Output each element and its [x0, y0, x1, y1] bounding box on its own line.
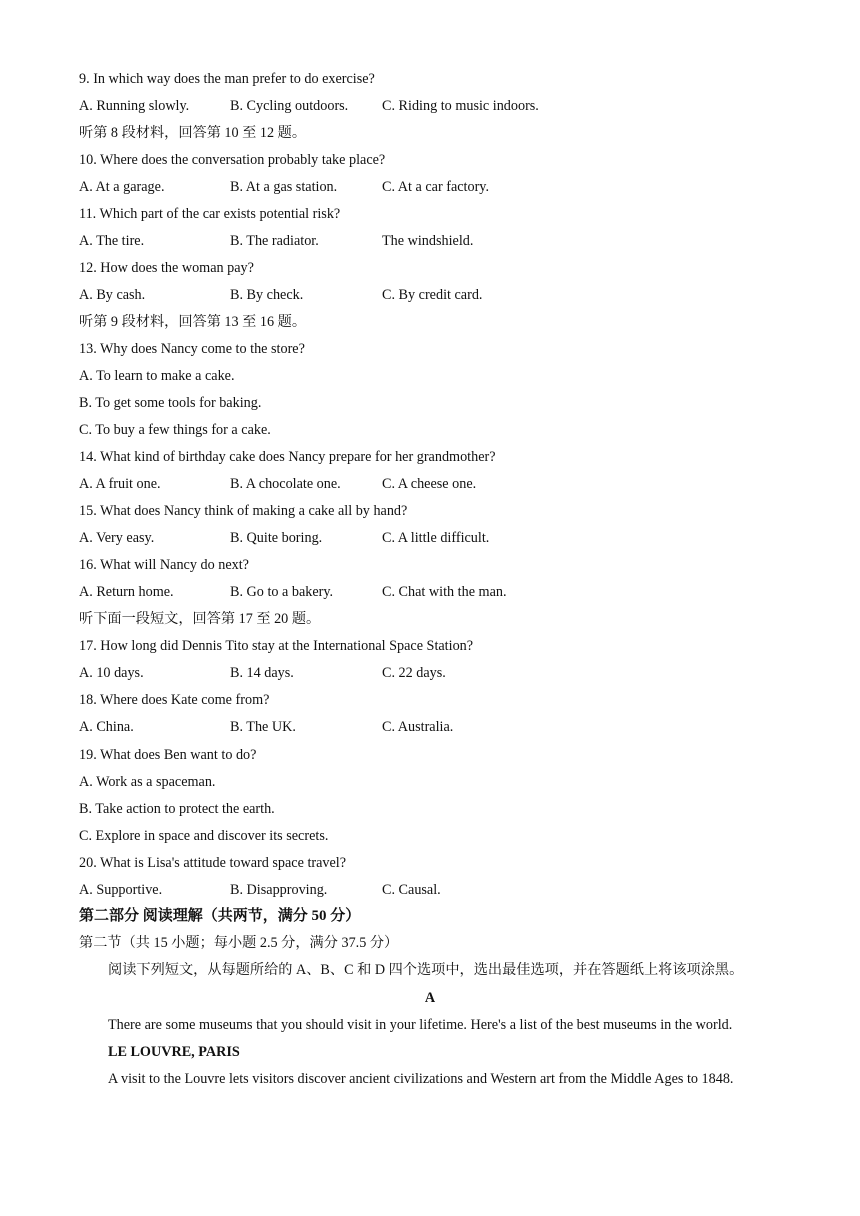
question-9: 9. In which way does the man prefer to do exercise? — [79, 71, 375, 87]
option-b: B. Quite boring. — [230, 530, 323, 546]
option-b: B. Go to a bakery. — [230, 584, 334, 600]
museum-heading: LE LOUVRE, PARIS — [108, 1044, 240, 1060]
question-15: 15. What does Nancy think of making a cake all by hand? — [79, 503, 408, 519]
option-c: C. 22 days. — [382, 665, 446, 681]
option-b: B. Cycling outdoors. — [230, 98, 349, 114]
option-a: A. At a garage. — [79, 179, 165, 195]
question-12: 12. How does the woman pay? — [79, 260, 254, 276]
option-a: A. Work as a spaceman. — [79, 774, 216, 790]
option-b: B. To get some tools for baking. — [79, 395, 262, 411]
option-b: B. At a gas station. — [230, 179, 338, 195]
option-b: B. The radiator. — [230, 233, 319, 249]
option-a: A. 10 days. — [79, 665, 144, 681]
option-b: B. The UK. — [230, 719, 296, 735]
question-14: 14. What kind of birthday cake does Nancy prepare for her grandmother? — [79, 449, 496, 465]
option-a: A. Return home. — [79, 584, 174, 600]
option-c: C. Causal. — [382, 882, 441, 898]
option-a: A. Supportive. — [79, 882, 163, 898]
option-a: A. The tire. — [79, 233, 145, 249]
option-c: C. A cheese one. — [382, 476, 477, 492]
option-a: A. A fruit one. — [79, 476, 161, 492]
option-c: C. Chat with the man. — [382, 584, 507, 600]
reading-directions: 阅读下列短文，从每题所给的 A、B、C 和 D 四个选项中，选出最佳选项，并在答题纸上将该项涂黑。 — [108, 962, 744, 978]
option-b: B. Disapproving. — [230, 882, 328, 898]
option-c: C. A little difficult. — [382, 530, 490, 546]
passage-intro: There are some museums that you should visit in your lifetime. Here's a list of the best museums in the world. — [108, 1017, 733, 1033]
option-a: A. By cash. — [79, 287, 146, 303]
option-b: B. Take action to protect the earth. — [79, 801, 275, 817]
option-a: A. Very easy. — [79, 530, 155, 546]
part-2-title: 第二部分 阅读理解（共两节，满分 50 分） — [79, 908, 361, 924]
museum-paragraph: A visit to the Louvre lets visitors discover ancient civilizations and Western art from the Middle Ages to 1848. — [108, 1071, 734, 1087]
option-c: C. Riding to music indoors. — [382, 98, 539, 114]
question-13: 13. Why does Nancy come to the store? — [79, 341, 305, 357]
option-b: B. 14 days. — [230, 665, 294, 681]
option-c: The windshield. — [382, 233, 474, 249]
option-c: C. Explore in space and discover its secrets. — [79, 828, 329, 844]
option-a: A. China. — [79, 719, 134, 735]
passage-label: A — [424, 990, 436, 1006]
option-b: B. A chocolate one. — [230, 476, 341, 492]
question-17: 17. How long did Dennis Tito stay at the International Space Station? — [79, 638, 474, 654]
question-11: 11. Which part of the car exists potential risk? — [79, 206, 341, 222]
instruction-passage-8: 听第 8 段材料，回答第 10 至 12 题。 — [79, 125, 307, 141]
option-a: A. To learn to make a cake. — [79, 368, 235, 384]
question-20: 20. What is Lisa's attitude toward space travel? — [79, 855, 347, 871]
question-16: 16. What will Nancy do next? — [79, 557, 249, 573]
instruction-passage-10: 听下面一段短文，回答第 17 至 20 题。 — [79, 611, 321, 627]
question-19: 19. What does Ben want to do? — [79, 747, 257, 763]
option-b: B. By check. — [230, 287, 304, 303]
question-18: 18. Where does Kate come from? — [79, 692, 270, 708]
instruction-passage-9: 听第 9 段材料，回答第 13 至 16 题。 — [79, 314, 307, 330]
option-c: C. Australia. — [382, 719, 454, 735]
option-c: C. By credit card. — [382, 287, 483, 303]
option-c: C. To buy a few things for a cake. — [79, 422, 271, 438]
question-10: 10. Where does the conversation probably take place? — [79, 152, 386, 168]
option-c: C. At a car factory. — [382, 179, 490, 195]
section-2-header: 第二节（共 15 小题；每小题 2.5 分，满分 37.5 分） — [79, 935, 399, 951]
option-a: A. Running slowly. — [79, 98, 190, 114]
